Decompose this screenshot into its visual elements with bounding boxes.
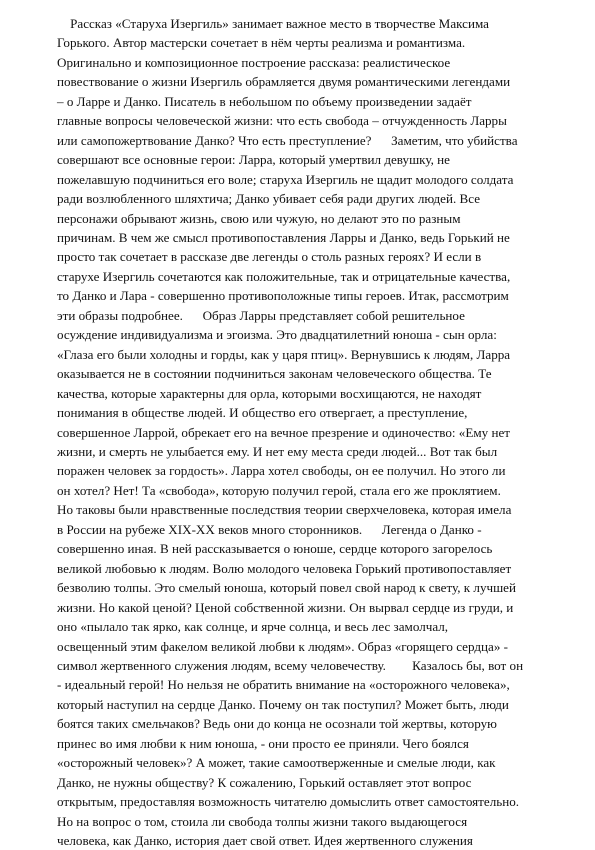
text-line: Но таковы были нравственные последствия теории сверхчеловека, которая имела — [57, 502, 512, 518]
text-line: символ жертвенного служения людям, всему человечеству. Казалось бы, вот он — [57, 657, 524, 673]
text-line: он хотел? Нет! Та «свобода», которую получил герой, стала его же проклятием. — [57, 482, 501, 498]
text-line: эти образы подробнее. Образ Ларры представляет собой решительное — [57, 307, 465, 323]
text-line: оказывается не в состоянии подчиниться законам человеческого общества. Те — [57, 366, 492, 382]
text-line: «осторожный человек»? А может, такие самоотверженные и смелые люди, как — [57, 755, 496, 771]
text-line: человека, как Данко, история дает свой ответ. Идея жертвенного служения — [57, 833, 473, 849]
text-line: освещенный этим факелом великой любви к людям». Образ «горящего сердца» - — [57, 638, 509, 654]
text-line: жизни, и смерть не улыбается ему. И нет ему места среди людей... Вот так был — [57, 443, 498, 459]
text-line: Но на вопрос о том, стоила ли свобода толпы жизни такого выдающегося — [57, 813, 468, 829]
text-line: то Данко и Лара - совершенно противоположные типы героев. Итак, рассмотрим — [57, 288, 509, 304]
text-line: безволию толпы. Это смелый юноша, который повел свой народ к свету, к лучшей — [57, 580, 516, 596]
text-line: – о Ларре и Данко. Писатель в небольшом по объему произведении задаёт — [57, 93, 472, 109]
text-line: оно «пылало так ярко, как солнце, и ярче солнца, и весь лес замолчал, — [57, 619, 449, 635]
text-line: совершенно иная. В ней рассказывается о юноше, сердце которого загорелось — [57, 541, 493, 557]
text-line: в России на рубеже XIX-XX веков много сторонников. Легенда о Данко - — [57, 521, 482, 537]
text-line: Горького. Автор мастерски сочетает в нём черты реализма и романтизма. — [57, 35, 466, 51]
text-line: совершают все основные герои: Ларра, который умертвил девушку, не — [57, 152, 450, 168]
text-line: великой любовью к людям. Волю молодого человека Горький противопоставляет — [57, 560, 512, 576]
text-line: Оригинально и композиционное построение рассказа: реалистическое — [57, 54, 451, 70]
text-line: Данко, не нужны обществу? К сожалению, Горький оставляет этот вопрос — [57, 774, 472, 790]
text-line: поражен человек за гордость». Ларра хотел свободы, он ее получил. Но этого ли — [57, 463, 506, 479]
text-line: Рассказ «Старуха Изергиль» занимает важное место в творчестве Максима — [57, 16, 489, 31]
text-line: принес во имя любви к ним юноша, - они просто ее приняли. Чего боялся — [57, 735, 469, 751]
text-line: боятся таких смельчаков? Ведь они до конца не осознали той жертвы, которую — [57, 716, 497, 732]
text-line: качества, которые характерны для орла, которыми восхищаются, не находят — [57, 385, 482, 401]
text-line: пожелавшую подчиниться его воле; старуха Изергиль не щадит молодого солдата — [57, 171, 514, 187]
text-line: осуждение индивидуализма и эгоизма. Это двадцатилетний юноша - сын орла: — [57, 327, 497, 343]
text-line: или самопожертвование Данко? Что есть преступление? Заметим, что убийства — [57, 132, 518, 148]
text-line: который наступил на сердце Данко. Почему он так поступил? Может быть, люди — [57, 696, 509, 712]
text-line: главные вопросы человеческой жизни: что есть свобода – отчужденность Ларры — [57, 113, 507, 129]
text-line: ради возлюбленного шляхтича; Данко убивает себя ради других людей. Все — [57, 191, 481, 207]
text-line: старухе Изергиль сочетаются как положительные, так и отрицательные качества, — [57, 268, 511, 284]
text-line: совершенное Ларрой, обрекает его на вечное презрение и одиночество: «Ему нет — [57, 424, 510, 440]
text-line: - идеальный герой! Но нельзя не обратить внимание на «осторожного человека», — [57, 677, 510, 693]
text-line: повествование о жизни Изергиль обрамляется двумя романтическими легендами — [57, 74, 511, 90]
text-line: причинам. В чем же смысл противопоставления Ларры и Данко, ведь Горький не — [57, 229, 510, 245]
essay-text — [57, 14, 547, 850]
text-line: открытым, предоставляя возможность читателю домыслить ответ самостоятельно. — [57, 794, 520, 810]
text-line: персонажи обрывают жизнь, свою или чужую, но делают это по разным — [57, 210, 461, 226]
text-line: «Глаза его были холодны и горды, как у царя птиц». Вернувшись к людям, Ларра — [57, 346, 511, 362]
text-line: жизни. Но какой ценой? Ценой собственной жизни. Он вырвал сердце из груди, и — [57, 599, 514, 615]
text-line: понимания в обществе людей. И общество его отвергает, а преступление, — [57, 405, 468, 421]
text-line: просто так сочетает в рассказе две легенды о столь разных героях? И если в — [57, 249, 482, 265]
